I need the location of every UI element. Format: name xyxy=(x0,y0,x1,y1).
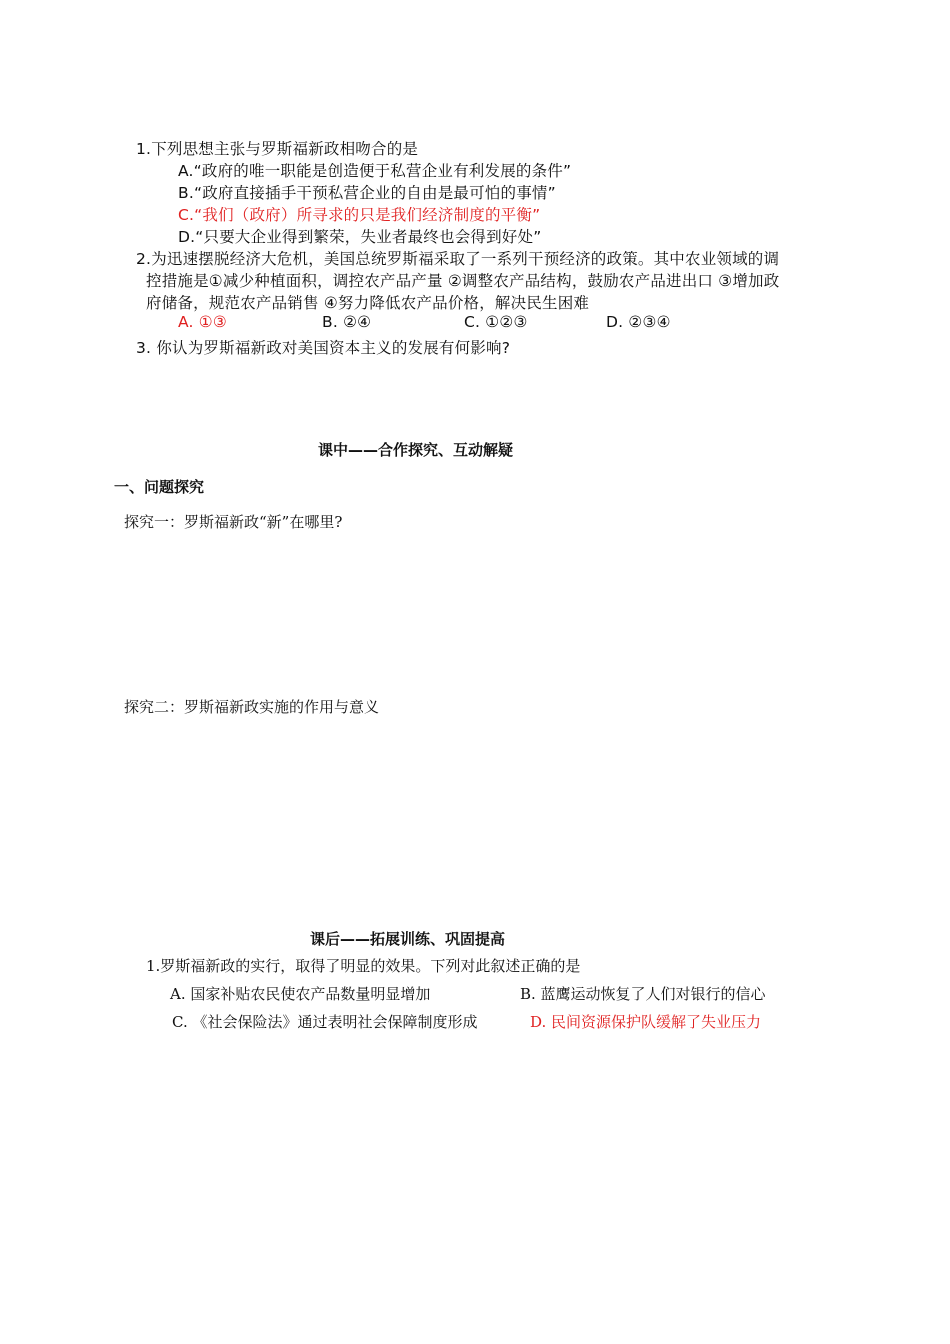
q2-option-d: D. ②③④ xyxy=(606,313,671,331)
after-q1-option-c: C. 《社会保险法》通过表明社会保障制度形成 xyxy=(172,1013,478,1031)
after-class-title: 课后——拓展训练、巩固提高 xyxy=(310,930,506,948)
after-q1-option-a: A. 国家补贴农民使农产品数量明显增加 xyxy=(170,985,431,1003)
q2-option-a-answer: A. ①③ xyxy=(178,313,227,331)
q1-option-b: B.“政府直接插手干预私营企业的自由是最可怕的事情” xyxy=(178,184,556,202)
in-class-title: 课中——合作探究、互动解疑 xyxy=(318,441,514,459)
q2-stem-line3: 府储备，规范农产品销售 ④努力降低农产品价格，解决民生困难 xyxy=(146,294,590,312)
q2-option-c: C. ①②③ xyxy=(464,313,528,331)
q2-stem-line2: 控措施是①减少种植面积，调控农产品产量 ②调整农产品结构，鼓励农产品进出口 ③增加政 xyxy=(146,272,780,290)
section-heading: 一、问题探究 xyxy=(114,478,205,496)
explore-one: 探究一：罗斯福新政“新”在哪里? xyxy=(124,513,343,531)
q2-stem-line1: 2.为迅速摆脱经济大危机，美国总统罗斯福采取了一系列干预经济的政策。其中农业领域的调 xyxy=(136,250,780,268)
after-q1-option-d-answer: D. 民间资源保护队缓解了失业压力 xyxy=(530,1013,762,1031)
q1-option-d: D.“只要大企业得到繁荣，失业者最终也会得到好处” xyxy=(178,228,542,246)
q1-option-a: A.“政府的唯一职能是创造便于私营企业有利发展的条件” xyxy=(178,162,572,180)
after-q1-option-b: B. 蓝鹰运动恢复了人们对银行的信心 xyxy=(520,985,766,1003)
q3-stem: 3. 你认为罗斯福新政对美国资本主义的发展有何影响? xyxy=(136,339,511,357)
explore-two: 探究二：罗斯福新政实施的作用与意义 xyxy=(124,698,380,716)
q2-option-b: B. ②④ xyxy=(322,313,372,331)
after-q1-stem: 1.罗斯福新政的实行，取得了明显的效果。下列对此叙述正确的是 xyxy=(146,957,581,975)
q1-option-c-answer: C.“我们（政府）所寻求的只是我们经济制度的平衡” xyxy=(178,206,541,224)
q1-stem: 1.下列思想主张与罗斯福新政相吻合的是 xyxy=(136,140,419,158)
